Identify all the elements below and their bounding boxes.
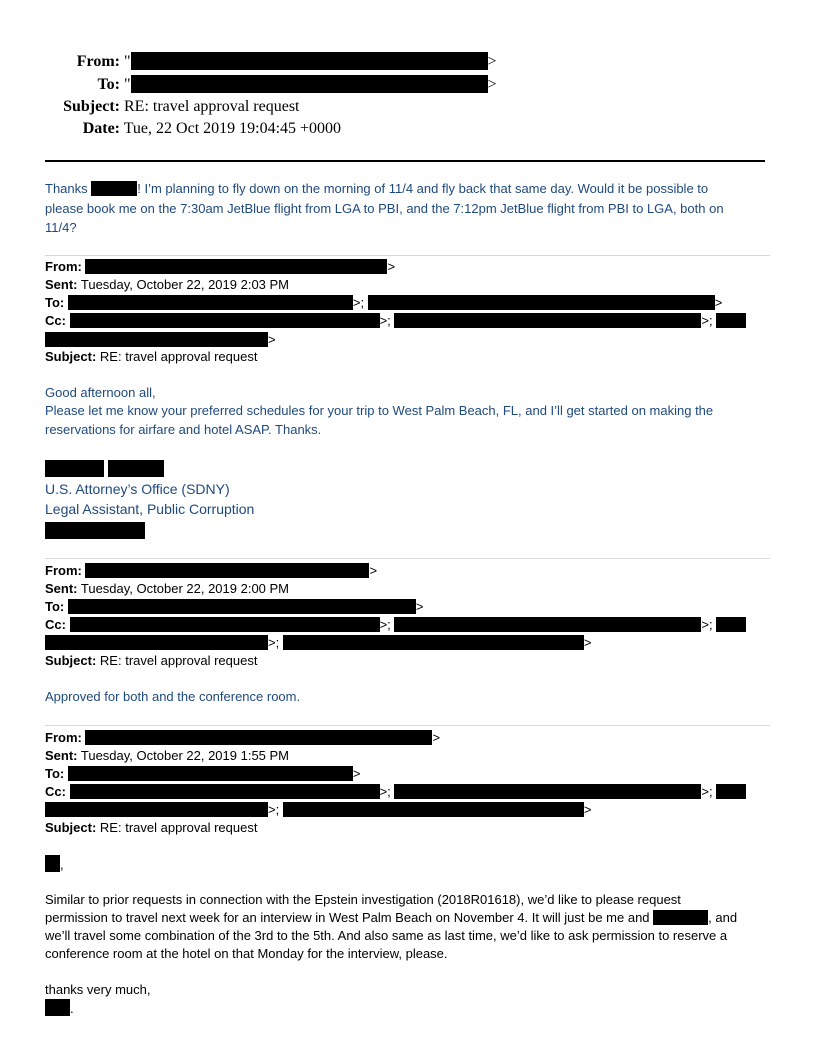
reply-line: [45, 180, 708, 198]
redaction: [45, 999, 70, 1016]
text: , and: [708, 910, 738, 925]
comma: ,: [60, 857, 64, 872]
msg3-subject: [45, 819, 257, 837]
sep: >;: [701, 313, 717, 328]
sep: >;: [379, 617, 395, 632]
cc-label: Cc:: [45, 313, 66, 328]
date-label: Date:: [82, 120, 120, 137]
redaction: [283, 802, 584, 817]
gt: >: [387, 259, 396, 274]
body-line: [45, 909, 737, 927]
msg2-subject: [45, 652, 257, 670]
sep: >;: [352, 295, 368, 310]
redaction: [45, 855, 60, 872]
redaction: [45, 635, 268, 650]
msg3-cc: [45, 783, 746, 801]
sent-label: Sent:: [45, 748, 78, 763]
gt: >: [583, 635, 592, 650]
gt: >: [352, 766, 361, 781]
redaction: [45, 332, 268, 347]
gt: >: [714, 295, 723, 310]
msg3-to: [45, 765, 360, 783]
redaction: [716, 617, 746, 632]
redaction: [68, 295, 353, 310]
from-label: From:: [45, 563, 82, 578]
subject-value: RE: travel approval request: [99, 653, 258, 668]
subject-value: RE: travel approval request: [99, 820, 258, 835]
gt: >: [487, 53, 497, 70]
sep: >;: [379, 313, 395, 328]
quote: ": [124, 76, 131, 93]
gt: >: [268, 332, 276, 347]
msg2-cc: [45, 616, 746, 634]
sep: >;: [268, 802, 283, 817]
redaction: [716, 784, 746, 799]
from-label: From:: [76, 53, 120, 70]
header-to: [45, 75, 497, 95]
redaction: [45, 802, 268, 817]
redaction: [85, 730, 432, 745]
sent-value: Tuesday, October 22, 2019 2:00 PM: [80, 581, 290, 596]
signature-title: Legal Assistant, Public Corruption: [45, 501, 255, 517]
cc-label: Cc:: [45, 784, 66, 799]
sep: >;: [268, 635, 283, 650]
gt: >: [432, 730, 441, 745]
divider: [45, 725, 770, 726]
reply-line: please book me on the 7:30am JetBlue flight from LGA to PBI, and the 7:12pm JetBlue flight from PBI to LGA, both on: [45, 201, 724, 216]
msg2-sent: [45, 580, 289, 598]
divider: [45, 255, 770, 256]
redaction: [108, 460, 164, 477]
to-label: To:: [97, 76, 120, 93]
body-line: Please let me know your preferred schedules for your trip to West Palm Beach, FL, and I’ll get started on making the: [45, 403, 714, 418]
subject-label: Subject:: [45, 820, 97, 835]
text: permission to travel next week for an interview in West Palm Beach on November 4. It will just be me and: [45, 910, 654, 925]
redaction: [70, 784, 380, 799]
body-line: we’ll travel some combination of the 3rd to the 5th. And also same as last time, we’d like to ask permission to reserve a: [45, 928, 728, 943]
msg1-to: [45, 294, 722, 312]
greeting: [45, 855, 64, 874]
sep: >;: [701, 617, 717, 632]
signature-name: [45, 460, 164, 479]
redaction: [91, 181, 137, 196]
gt: >: [369, 563, 378, 578]
gt: >: [415, 599, 424, 614]
body-line: reservations for airfare and hotel ASAP. Thanks.: [45, 422, 322, 437]
redaction: [283, 635, 584, 650]
sent-value: Tuesday, October 22, 2019 2:03 PM: [80, 277, 290, 292]
body-line: Similar to prior requests in connection with the Epstein investigation (2018R01618), we’d like to please request: [45, 892, 681, 907]
body-line: Good afternoon all,: [45, 385, 156, 400]
redaction: [716, 313, 746, 328]
msg2-cc-cont: [45, 634, 591, 652]
redaction: [131, 75, 488, 93]
body-line: Approved for both and the conference room.: [45, 689, 301, 704]
msg2-from: [45, 562, 377, 580]
header-from: [45, 52, 497, 72]
divider: [45, 558, 770, 559]
header-subject: [45, 97, 300, 117]
msg3-cc-cont: [45, 801, 591, 819]
redaction: [45, 460, 104, 477]
subject-label: Subject:: [45, 349, 97, 364]
msg3-sent: [45, 747, 289, 765]
sep: >;: [701, 784, 717, 799]
redaction: [45, 522, 145, 539]
msg1-sent: [45, 276, 289, 294]
sent-label: Sent:: [45, 581, 78, 596]
redaction: [70, 313, 380, 328]
gt: >: [583, 802, 592, 817]
msg1-cc-cont: [45, 331, 276, 349]
msg1-subject: [45, 348, 257, 366]
sender-signoff: [45, 999, 74, 1018]
to-label: To:: [45, 766, 65, 781]
to-label: To:: [45, 295, 65, 310]
text: ! I’m planning to fly down on the morning of 11/4 and fly back that same day. Would it be possible to: [137, 181, 709, 196]
redaction: [394, 617, 701, 632]
quote: ": [124, 53, 131, 70]
redaction: [394, 313, 701, 328]
redaction: [368, 295, 715, 310]
sent-value: Tuesday, October 22, 2019 1:55 PM: [80, 748, 290, 763]
signature-office: U.S. Attorney’s Office (SDNY): [45, 481, 230, 497]
header-date: [45, 119, 341, 139]
subject-label: Subject:: [63, 98, 120, 115]
period: .: [70, 1001, 74, 1016]
cc-label: Cc:: [45, 617, 66, 632]
to-label: To:: [45, 599, 65, 614]
redaction: [85, 259, 387, 274]
redaction: [85, 563, 369, 578]
redaction: [68, 599, 416, 614]
redaction: [70, 617, 380, 632]
msg1-from: [45, 258, 395, 276]
signature-phone: [45, 522, 145, 541]
redaction: [68, 766, 353, 781]
subject-value: RE: travel approval request: [99, 349, 258, 364]
redaction: [394, 784, 701, 799]
sep: >;: [379, 784, 395, 799]
reply-line: 11/4?: [45, 220, 77, 235]
body-line: conference room at the hotel on that Monday for the interview, please.: [45, 946, 448, 961]
gt: >: [487, 76, 497, 93]
redaction: [653, 910, 708, 925]
subject-label: Subject:: [45, 653, 97, 668]
from-label: From:: [45, 730, 82, 745]
divider: [45, 160, 765, 162]
date-value: Tue, 22 Oct 2019 19:04:45 +0000: [123, 120, 342, 137]
redaction: [131, 52, 488, 70]
msg2-to: [45, 598, 423, 616]
from-label: From:: [45, 259, 82, 274]
msg3-from: [45, 729, 440, 747]
sent-label: Sent:: [45, 277, 78, 292]
subject-value: RE: travel approval request: [124, 98, 300, 115]
msg1-cc: [45, 312, 746, 330]
closing: thanks very much,: [45, 982, 151, 997]
text: Thanks: [45, 181, 92, 196]
